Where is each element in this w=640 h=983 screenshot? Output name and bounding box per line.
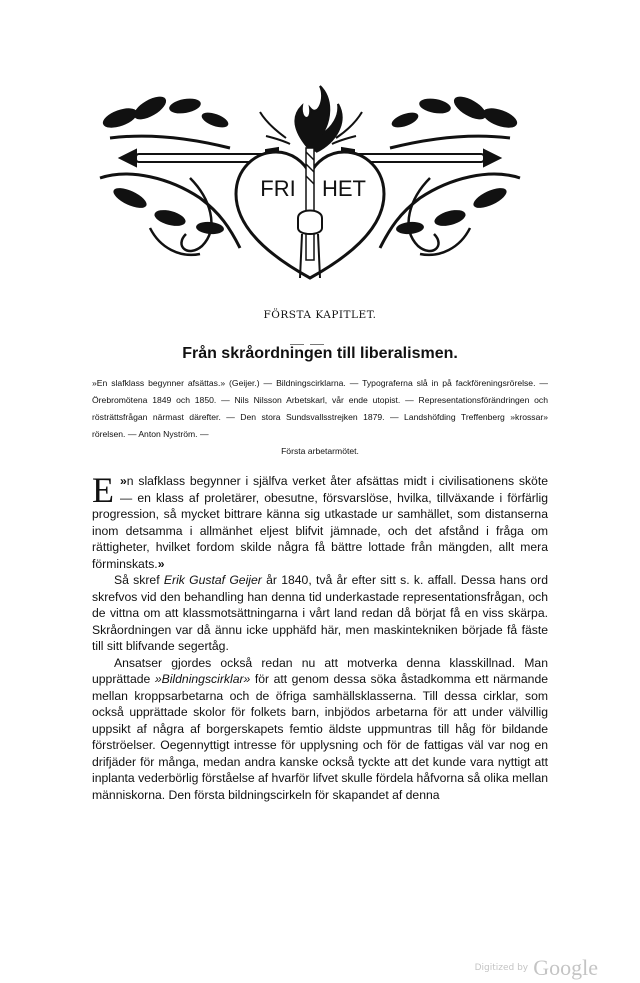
chapter-synopsis — [92, 375, 548, 460]
paragraph-3 — [92, 655, 548, 804]
author-name: Erik Gustaf Geijer — [163, 573, 262, 587]
ornament-divider — [290, 330, 346, 331]
paragraph-3-start: Ansatser gjordes också redan nu att motverka denna klasskillnad. Man upprättade — [92, 655, 548, 686]
paragraph-3-rest: för att genom dessa söka åstadkomma ett närmande mellan kroppsarbetarna och de öfriga samhällsklasserna. Till dessa cirklar, som också upprättade skolor för folkets barn, inbjödos arbetarna för att under välvillig uppsikt af några af borgerskapets femtio äldste uppmuntras till håg för bildande förströelser. Oegennyttigt intresse för upplysning och för de fattigas väl var nog en drifjäder för många, medan andra kanske också tyckte att det kunde vara nyttigt att inplanta vederbörlig förståelse af hvarför lifvet skulle fördela håfvorna så olika mellan människorna. Den första bildningscirkeln för skapandet af denna — [92, 672, 549, 802]
closing-quote-mark: » — [157, 556, 165, 571]
chapter-title: Från skråordningen till liberalismen. — [182, 345, 458, 362]
paragraph-2-start: Så skref — [114, 573, 164, 587]
torch-flame-icon — [260, 86, 362, 152]
paragraph-2 — [92, 572, 548, 655]
digitized-label: Digitized by — [474, 963, 529, 973]
paragraph-2-rest: år 1840, två år efter sitt s. k. affall. Dessa hans ord skrefvos vid den behandling han denna tid underkastade representationsfrågan, och de vittna om att klassmotsättningarna i vårt land redan då börjat få en viss skärpa. Skråordningen var då ännu icke upphäfd här, men maskintekniken började få fäste till sitt blifvande segertåg. — [92, 573, 548, 653]
drop-cap: E — [92, 470, 114, 510]
digitized-watermark — [475, 955, 598, 981]
header-vignette — [90, 78, 530, 286]
opening-quote-mark: » — [120, 474, 127, 488]
chapter-label: FÖRSTA KAPITLET. — [263, 309, 377, 321]
synopsis-last-line: Första arbetarmötet. — [281, 446, 359, 456]
laurel-right-icon — [380, 92, 520, 248]
emblem-text-right: HET — [322, 176, 366, 201]
emblem-text-left: FRI — [260, 176, 296, 201]
laurel-left-icon — [100, 92, 240, 248]
google-logo: Google — [533, 955, 598, 980]
body-text — [92, 470, 549, 803]
paragraph-1 — [92, 470, 548, 572]
term-bildningscirklar: »Bildningscirklar» — [154, 672, 251, 686]
synopsis-text: »En slafklass begynner afsättas.» (Geijer.) — Bildningscirklarna. — Typograferna slå in på fackföreningsrörelse. — Örebromötena 1849 och 1850. — Nils Nilsson Arbetskarl, vår ende utopist. — Representationsförändringen och rösträttsfrågan närmast därefter. — Den stora Sundsvallsstrejken 1879. — Landshöfding Treffenberg »krossar» rörelsen. — Anton Nyström. — — [92, 378, 548, 439]
paragraph-1-text: n slafklass begynner i själfva verket åter afsättas midt i civilisationens sköte — en klass af proletärer, obesutne, försvarslöse, hvilka, tillväxande i förfärlig progression, så mycket bittrare känna sig utkastade ur samhället, som distanserna inom detsamma i allmänhet eljest blifvit jämnade, och det afstånd i fråga om rättigheter, hvilket fordom skilde några få bättre lottade från mängden, allt mera förminskats. — [92, 474, 548, 571]
